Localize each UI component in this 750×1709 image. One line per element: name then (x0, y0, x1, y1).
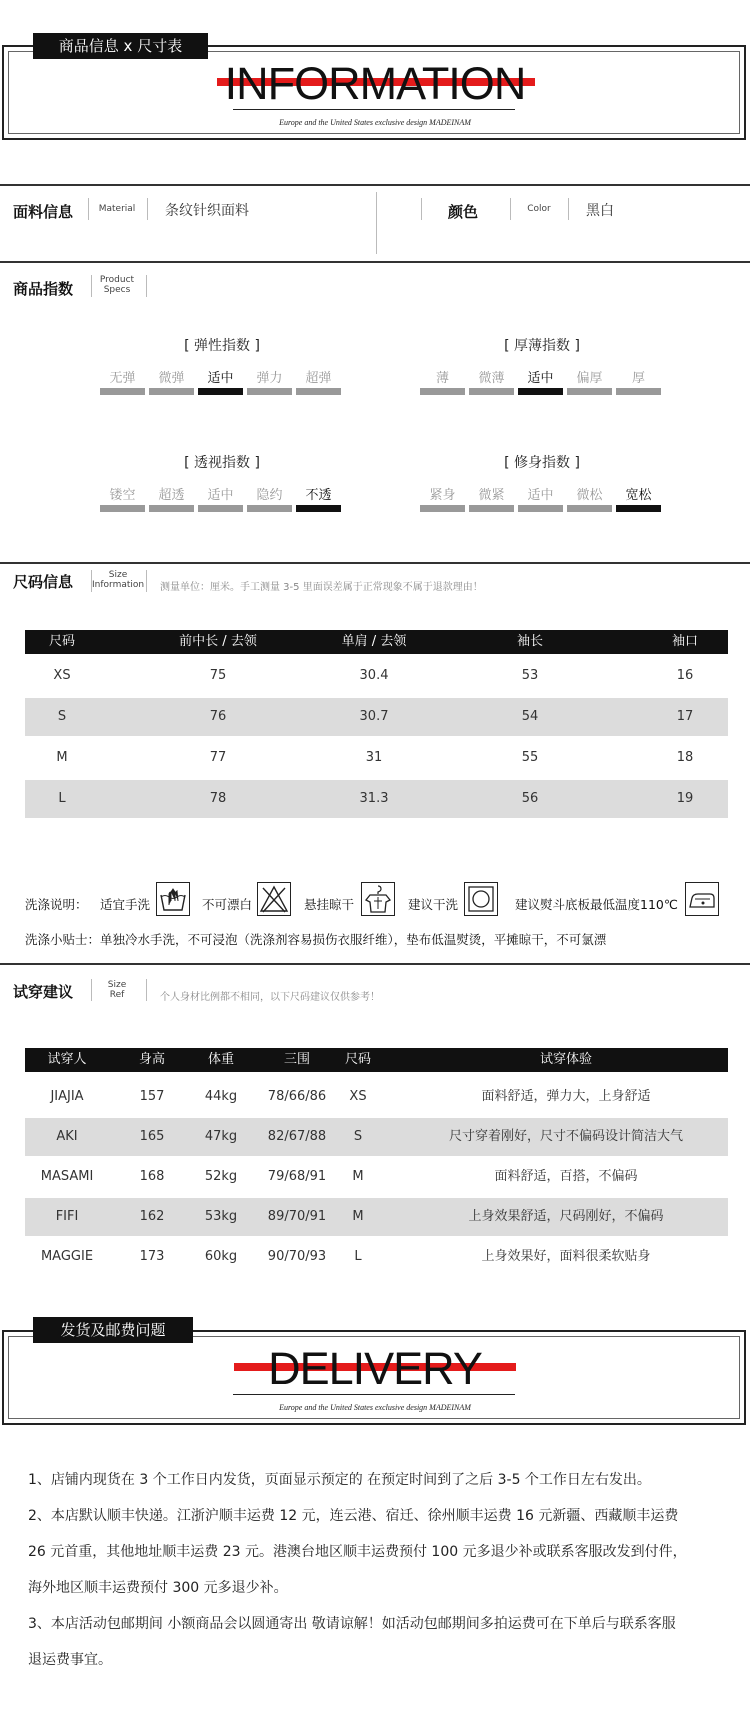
spec-option-bar (247, 388, 292, 395)
divider (146, 570, 147, 592)
fabric-title: 面料信息 (13, 203, 74, 221)
spec-group-title: [ 修身指数 ] (504, 455, 580, 471)
spec-group-title: [ 透视指数 ] (184, 455, 260, 471)
tryon-table-header-cell: 试穿人 (47, 1052, 87, 1067)
spec-option-bar (198, 505, 243, 512)
delivery-title: DELIVERY (268, 1343, 482, 1394)
tryon-title: 试穿建议 (13, 983, 74, 1001)
care-item-hang-dry: 悬挂晾干 (304, 897, 355, 912)
spec-option-label: 微薄 (478, 371, 505, 386)
color-value: 黑白 (586, 203, 614, 219)
divider (0, 963, 750, 965)
size-table-cell: S (57, 709, 67, 724)
spec-option-label: 适中 (527, 488, 554, 503)
delivery-underline (233, 1394, 515, 1395)
size-title: 尺码信息 (13, 573, 74, 591)
specs-title: 商品指数 (13, 280, 74, 298)
spec-option-label: 紧身 (429, 488, 456, 503)
spec-option-label: 微弹 (158, 371, 185, 386)
tryon-table-header-cell: 三围 (283, 1052, 311, 1067)
spec-option-label: 弹力 (256, 371, 283, 386)
table-row (25, 780, 728, 818)
tryon-title-en-line: Ref (109, 990, 125, 1000)
fabric-title-en: Material (98, 204, 136, 214)
tryon-table-cell: 60kg (204, 1249, 238, 1264)
tryon-table-cell: 82/67/88 (267, 1129, 327, 1144)
tryon-table-cell: MAGGIE (40, 1249, 94, 1264)
info-section-tag: 商品信息 x 尺寸表 (33, 33, 208, 59)
care-item-no-bleach: 不可漂白 (202, 897, 253, 912)
size-table-cell: 31.3 (359, 791, 389, 806)
tryon-table-cell: 上身效果好，面料很柔软贴身 (481, 1249, 651, 1264)
tryon-table-cell: 面料舒适，百搭，不偏码 (494, 1169, 638, 1184)
specs-title-en (95, 275, 139, 295)
spec-option-bar (100, 388, 145, 395)
tryon-table-cell: M (352, 1209, 364, 1224)
tryon-table-cell: 79/68/91 (267, 1169, 327, 1184)
spec-option-bar (469, 505, 514, 512)
spec-option-label: 薄 (435, 371, 449, 386)
tryon-table-cell: 53kg (204, 1209, 238, 1224)
size-table-header (25, 630, 728, 654)
care-item-iron: 建议熨斗底板最低温度110℃ (515, 897, 678, 912)
tryon-table-cell: 44kg (204, 1089, 238, 1104)
iron-icon (685, 882, 719, 916)
size-table-cell: 30.7 (359, 709, 389, 724)
spec-option-label: 适中 (207, 371, 234, 386)
color-title: 颜色 (448, 203, 479, 221)
spec-option-label: 偏厚 (576, 371, 603, 386)
tryon-table-cell: JIAJIA (50, 1089, 84, 1104)
divider (510, 198, 511, 220)
divider (0, 261, 750, 263)
color-title-en: Color (527, 204, 551, 214)
divider (146, 979, 147, 1001)
divider (568, 198, 569, 220)
information-title: INFORMATION (224, 58, 526, 109)
size-table-cell: L (58, 791, 66, 806)
size-table-cell: M (56, 750, 68, 765)
size-table-cell: 17 (676, 709, 694, 724)
spec-option-bar (518, 505, 563, 512)
delivery-line: 退运费事宜。 (28, 1652, 112, 1668)
divider (376, 192, 377, 254)
tryon-table-cell: 89/70/91 (267, 1209, 327, 1224)
spec-option-label: 厚 (631, 371, 645, 386)
fabric-value: 条纹针织面料 (165, 203, 249, 219)
spec-option-bar (149, 505, 194, 512)
tryon-table-cell: M (352, 1169, 364, 1184)
tryon-table-cell: MASAMI (40, 1169, 94, 1184)
tryon-table-header-cell: 身高 (138, 1052, 166, 1067)
table-row (25, 1198, 728, 1236)
table-row (25, 1238, 728, 1276)
table-row (25, 1158, 728, 1196)
tryon-table-cell: XS (349, 1089, 367, 1104)
size-table-cell: 55 (521, 750, 539, 765)
info-underline (233, 109, 515, 110)
spec-option-bar (616, 505, 661, 512)
spec-option-label: 超透 (158, 488, 185, 503)
spec-option-bar (247, 505, 292, 512)
tryon-table-cell: 52kg (204, 1169, 238, 1184)
tryon-table-cell: 90/70/93 (267, 1249, 327, 1264)
spec-option-label: 微紧 (478, 488, 505, 503)
spec-option-label: 无弹 (109, 371, 136, 386)
spec-option-bar (420, 505, 465, 512)
divider (147, 198, 148, 220)
spec-group-title: [ 厚薄指数 ] (504, 338, 580, 354)
size-table-header-cell: 前中长 / 去领 (179, 634, 257, 649)
size-table-cell: 75 (209, 668, 227, 683)
spec-option-label: 适中 (207, 488, 234, 503)
size-table-header-cell: 袖口 (671, 634, 699, 649)
divider (0, 562, 750, 564)
spec-option-label: 宽松 (625, 488, 652, 503)
care-item-hand-wash: 适宜手洗 (100, 897, 151, 912)
tryon-table-header-cell: 体重 (207, 1052, 235, 1067)
tryon-table-cell: 上身效果舒适，尺码刚好，不偏码 (468, 1209, 664, 1224)
size-table-cell: 76 (209, 709, 227, 724)
spec-option-bar (296, 505, 341, 512)
divider (88, 198, 89, 220)
info-tagline: Europe and the United States exclusive design MADEINAM (279, 118, 471, 127)
spec-option-bar (296, 388, 341, 395)
divider (91, 275, 92, 297)
spec-option-label: 镂空 (109, 488, 136, 503)
tryon-table-cell: 157 (139, 1089, 165, 1104)
tryon-table-cell: 168 (139, 1169, 165, 1184)
tryon-table-cell: 78/66/86 (267, 1089, 327, 1104)
spec-option-bar (567, 505, 612, 512)
table-row (25, 698, 728, 736)
divider (91, 979, 92, 1001)
size-table-cell: 30.4 (359, 668, 389, 683)
spec-option-label: 隐约 (256, 488, 283, 503)
size-title-en (92, 570, 144, 590)
size-table-cell: 77 (209, 750, 227, 765)
delivery-tagline: Europe and the United States exclusive design MADEINAM (279, 1403, 471, 1412)
tryon-title-en-line: Size (107, 980, 127, 990)
tryon-table-cell: AKI (56, 1129, 78, 1144)
size-table-cell: 56 (521, 791, 539, 806)
spec-option-bar (469, 388, 514, 395)
tryon-table-cell: 面料舒适，弹力大，上身舒适 (481, 1089, 651, 1104)
delivery-line: 26 元首重，其他地址顺丰运费 23 元。港澳台地区顺丰运费预付 100 元多退少补或联系客服改发到付件， (28, 1544, 687, 1560)
size-table-cell: 19 (676, 791, 694, 806)
tryon-table-cell: 162 (139, 1209, 165, 1224)
table-row (25, 1078, 728, 1116)
size-table-cell: 16 (676, 668, 694, 683)
spec-group-title: [ 弹性指数 ] (184, 338, 260, 354)
table-row (25, 1118, 728, 1156)
no-bleach-icon (257, 882, 291, 916)
spec-option-label: 微松 (576, 488, 603, 503)
size-table-cell: 18 (676, 750, 694, 765)
size-title-en-line: Size (108, 570, 128, 580)
hang-dry-icon (361, 882, 395, 916)
size-table-header-cell: 单肩 / 去领 (341, 634, 407, 649)
size-table-cell: 31 (365, 750, 383, 765)
dry-clean-icon (464, 882, 498, 916)
spec-option-label: 适中 (527, 371, 554, 386)
specs-title-en-line: Product (99, 275, 135, 285)
size-table-cell: XS (53, 668, 71, 683)
tryon-table-header-cell: 试穿体验 (539, 1052, 593, 1067)
spec-option-label: 超弹 (305, 371, 332, 386)
care-tips: 洗涤小贴士：单独冷水手洗，不可浸泡（洗涤剂容易损伤衣服纤维），垫布低温熨烫，平摊晾干，不可氯漂 (25, 932, 607, 947)
divider (421, 198, 422, 220)
table-row (25, 739, 728, 777)
size-title-en-line: Information (92, 580, 145, 590)
spec-option-label: 不透 (305, 488, 332, 503)
size-note: 测量单位：厘米。手工测量 3-5 里面误差属于正常现象不属于退款理由！ (160, 582, 483, 593)
spec-option-bar (420, 388, 465, 395)
care-item-dry-clean: 建议干洗 (408, 897, 459, 912)
spec-option-bar (100, 505, 145, 512)
tryon-table-cell: 165 (139, 1129, 165, 1144)
tryon-table-cell: FIFI (55, 1209, 79, 1224)
spec-option-bar (149, 388, 194, 395)
hand-wash-icon (156, 882, 190, 916)
size-table-header-cell: 尺码 (48, 634, 76, 649)
tryon-title-en (95, 980, 139, 1000)
tryon-table-cell: S (353, 1129, 363, 1144)
size-table-cell: 54 (521, 709, 539, 724)
spec-option-bar (198, 388, 243, 395)
delivery-line: 1、店铺内现货在 3 个工作日内发货，页面显示预定的 在预定时间到了之后 3-5 个工作日左右发出。 (28, 1472, 651, 1488)
spec-option-bar (567, 388, 612, 395)
care-label: 洗涤说明： (25, 897, 88, 912)
table-row (25, 657, 728, 695)
tryon-table-cell: 173 (139, 1249, 165, 1264)
delivery-line: 3、本店活动包邮期间 小额商品会以圆通寄出 敬请谅解！如活动包邮期间多拍运费可在下单后与联系客服 (28, 1616, 676, 1632)
size-table-header-cell: 袖长 (516, 634, 544, 649)
spec-option-bar (518, 388, 563, 395)
divider (146, 275, 147, 297)
size-table-cell: 53 (521, 668, 539, 683)
tryon-table-cell: L (354, 1249, 362, 1264)
tryon-table-header (25, 1048, 728, 1072)
delivery-line: 海外地区顺丰运费预付 300 元多退少补。 (28, 1580, 288, 1596)
size-table-cell: 78 (209, 791, 227, 806)
delivery-line: 2、本店默认顺丰快递。江浙沪顺丰运费 12 元，连云港、宿迁、徐州顺丰运费 16 元新疆、西藏顺丰运费 (28, 1508, 679, 1524)
tryon-note: 个人身材比例都不相同，以下尺码建议仅供参考！ (160, 992, 380, 1003)
delivery-section-tag: 发货及邮费问题 (33, 1317, 193, 1343)
tryon-table-cell: 尺寸穿着刚好，尺寸不偏码设计简洁大气 (448, 1129, 684, 1144)
tryon-table-header-cell: 尺码 (344, 1052, 372, 1067)
specs-title-en-line: Specs (103, 285, 131, 295)
spec-option-bar (616, 388, 661, 395)
tryon-table-cell: 47kg (204, 1129, 238, 1144)
divider (0, 184, 750, 186)
